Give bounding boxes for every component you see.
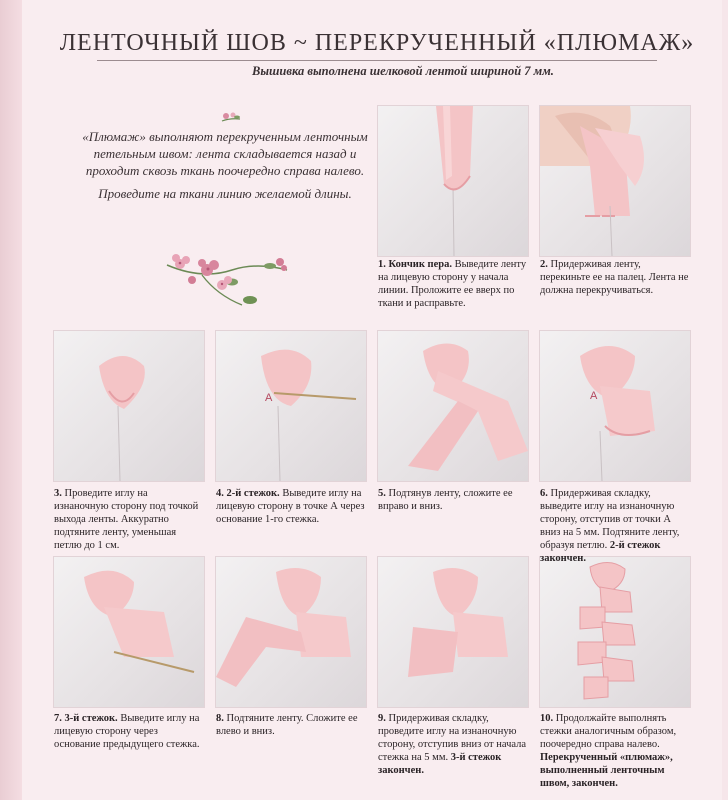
- step-8-text: Подтяните ленту. Сложите ее влево и вниз.: [216, 713, 358, 737]
- step-3-num: 3.: [54, 488, 62, 499]
- flower-illustration-icon: [162, 240, 292, 310]
- step-6-photo: [540, 331, 690, 481]
- step-2-caption: [540, 258, 690, 297]
- step-2-text: Придерживая ленту, перекиньте ее на палец. Лента не должна перекручиваться.: [540, 259, 689, 296]
- svg-text:A: A: [590, 390, 598, 402]
- step-5-text: Подтянув ленту, сложите ее вправо и вниз.: [378, 488, 513, 512]
- step-9-bold: 3-й стежок закончен.: [378, 752, 502, 776]
- step-4-num: 4.: [216, 488, 224, 499]
- step-7-photo: [54, 557, 204, 707]
- step-3-text: Проведите иглу на изнаночную сторону под точкой выхода ленты. Аккуратно подтяните ленту, уменьшая петлю до 1 см.: [54, 488, 199, 551]
- step-8-num: 8.: [216, 713, 224, 724]
- step-7-num: 7.: [54, 713, 62, 724]
- step-2-photo: [540, 106, 690, 256]
- step-7-text: Выведите иглу на лицевую сторону через основание предыдущего стежка.: [54, 713, 200, 750]
- step-6-bold: 2-й стежок закончен.: [540, 540, 661, 564]
- step-8-photo: [216, 557, 366, 707]
- intro-text: [80, 128, 370, 208]
- step-6-text: Придерживая складку, выведите иглу на изнаночную сторону, отступив от точки А вниз на 5 мм. Подтяните ленту, образуя петлю.: [540, 488, 680, 551]
- step-4-bold: 2-й стежок.: [226, 488, 280, 499]
- intro-paragraph-2: Проведите на ткани линию желаемой длины.: [98, 186, 352, 201]
- sprig-icon: [220, 110, 242, 124]
- title-divider: [97, 60, 657, 61]
- step-1-caption: [378, 258, 528, 310]
- step-1-text: Выведите ленту на лицевую сторону у начала линии. Проложите ее вверх по ткани и расправьте.: [378, 259, 527, 309]
- step-10-caption: [540, 712, 690, 790]
- intro-paragraph-1: «Плюмаж» выполняют перекрученным ленточным петельным швом: лента складывается назад и проходит сквозь ткань поочередно справа налево.: [82, 129, 368, 178]
- step-4-caption: [216, 487, 366, 526]
- step-7-bold: 3-й стежок.: [64, 713, 118, 724]
- step-8-caption: [216, 712, 366, 738]
- step-2-num: 2.: [540, 259, 548, 270]
- step-7-caption: [54, 712, 204, 751]
- step-9-text: Придерживая складку, проведите иглу на изнаночную сторону, отступив вниз от начала стежка на 5 мм.: [378, 713, 527, 763]
- step-5-num: 5.: [378, 488, 386, 499]
- step-1-num: 1.: [378, 259, 386, 270]
- step-6-num: 6.: [540, 488, 548, 499]
- step-9-num: 9.: [378, 713, 386, 724]
- point-a-label: A: [265, 392, 273, 404]
- step-10-num: 10.: [540, 713, 554, 724]
- page: [22, 0, 722, 800]
- step-10-text: Продолжайте выполнять стежки аналогичным образом, поочередно справа налево.: [540, 713, 677, 750]
- step-1-photo: [378, 106, 528, 256]
- step-9-photo: [378, 557, 528, 707]
- book-spine: [0, 0, 22, 800]
- step-5-photo: [378, 331, 528, 481]
- step-3-caption: [54, 487, 204, 552]
- step-1-bold: Кончик пера.: [388, 259, 452, 270]
- page-title: ЛЕНТОЧНЫЙ ШОВ ~ ПЕРЕКРУЧЕННЫЙ «ПЛЮМАЖ»: [59, 30, 695, 56]
- step-5-caption: [378, 487, 528, 513]
- step-4-text: Выведите иглу на лицевую сторону в точке А через основание 1-го стежка.: [216, 488, 365, 525]
- step-4-photo: [216, 331, 366, 481]
- step-3-photo: [54, 331, 204, 481]
- step-10-bold: Перекрученный «плюмаж», выполненный ленточным швом, закончен.: [540, 752, 673, 789]
- step-9-caption: [378, 712, 528, 777]
- step-10-photo: [540, 557, 690, 707]
- step-6-caption: [540, 487, 690, 565]
- page-subtitle: Вышивка выполнена шелковой лентой шириной 7 мм.: [252, 64, 554, 78]
